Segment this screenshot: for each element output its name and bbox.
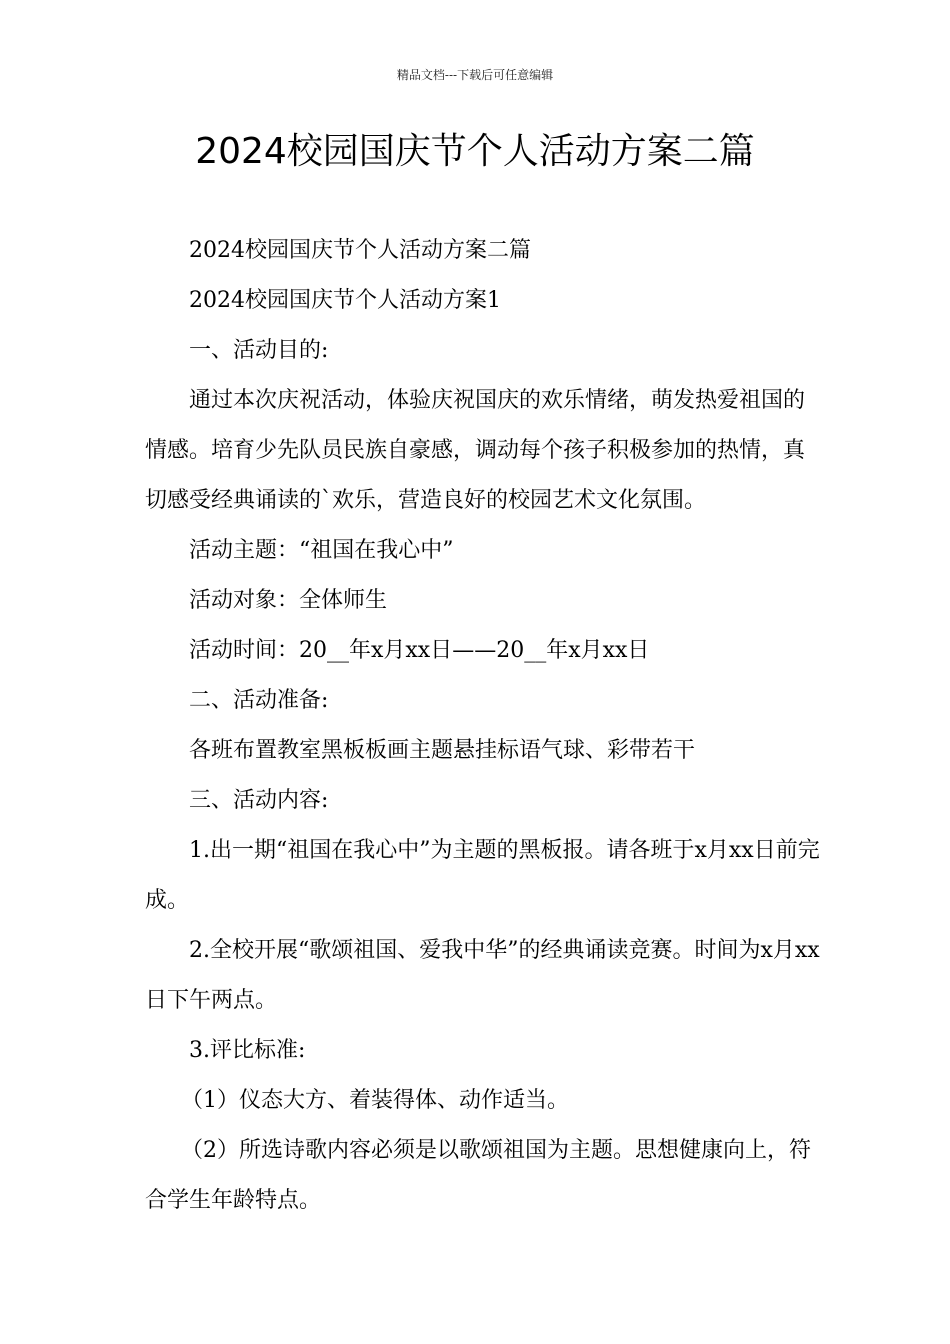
header-note: 精品文档---下载后可任意编辑 (396, 68, 554, 82)
document-body (145, 226, 825, 1226)
paragraph-time: 活动时间：20__年x月xx日——20__年x月xx日 (189, 638, 650, 663)
paragraph-item-2: 2.全校开展“歌颂祖国、爱我中华”的经典诵读竞赛。时间为x月xx日下午两点。 (145, 938, 820, 1013)
paragraph-purpose: 通过本次庆祝活动，体验庆祝国庆的欢乐情绪，萌发热爱祖国的情感。培育少先队员民族自豪感，调动每个孩子积极参加的热情，真切感受经典诵读的`欢乐，营造良好的校园艺术文化氛围。 (145, 388, 806, 513)
paragraph-theme: 活动主题：“祖国在我心中” (189, 538, 454, 563)
paragraph-audience: 活动对象：全体师生 (189, 588, 388, 613)
paragraph-preparation: 各班布置教室黑板板画主题悬挂标语气球、彩带若干 (189, 738, 696, 763)
paragraph-item-1: 1.出一期“祖国在我心中”为主题的黑板报。请各班于x月xx日前完成。 (145, 838, 820, 913)
paragraph-criteria-1: （1）仪态大方、着装得体、动作适当。 (181, 1088, 569, 1113)
document-title: 2024校园国庆节个人活动方案二篇 (195, 131, 755, 172)
section-heading-preparation: 二、活动准备: (189, 688, 329, 713)
section-heading-purpose: 一、活动目的: (189, 338, 329, 363)
paragraph-criteria-2: （2）所选诗歌内容必须是以歌颂祖国为主题。思想健康向上，符合学生年龄特点。 (145, 1138, 811, 1213)
paragraph-item-3: 3.评比标准: (189, 1038, 306, 1063)
section-heading-content: 三、活动内容: (189, 788, 329, 813)
paragraph-plan-heading: 2024校园国庆节个人活动方案1 (189, 288, 501, 313)
paragraph-subtitle: 2024校园国庆节个人活动方案二篇 (189, 238, 531, 263)
